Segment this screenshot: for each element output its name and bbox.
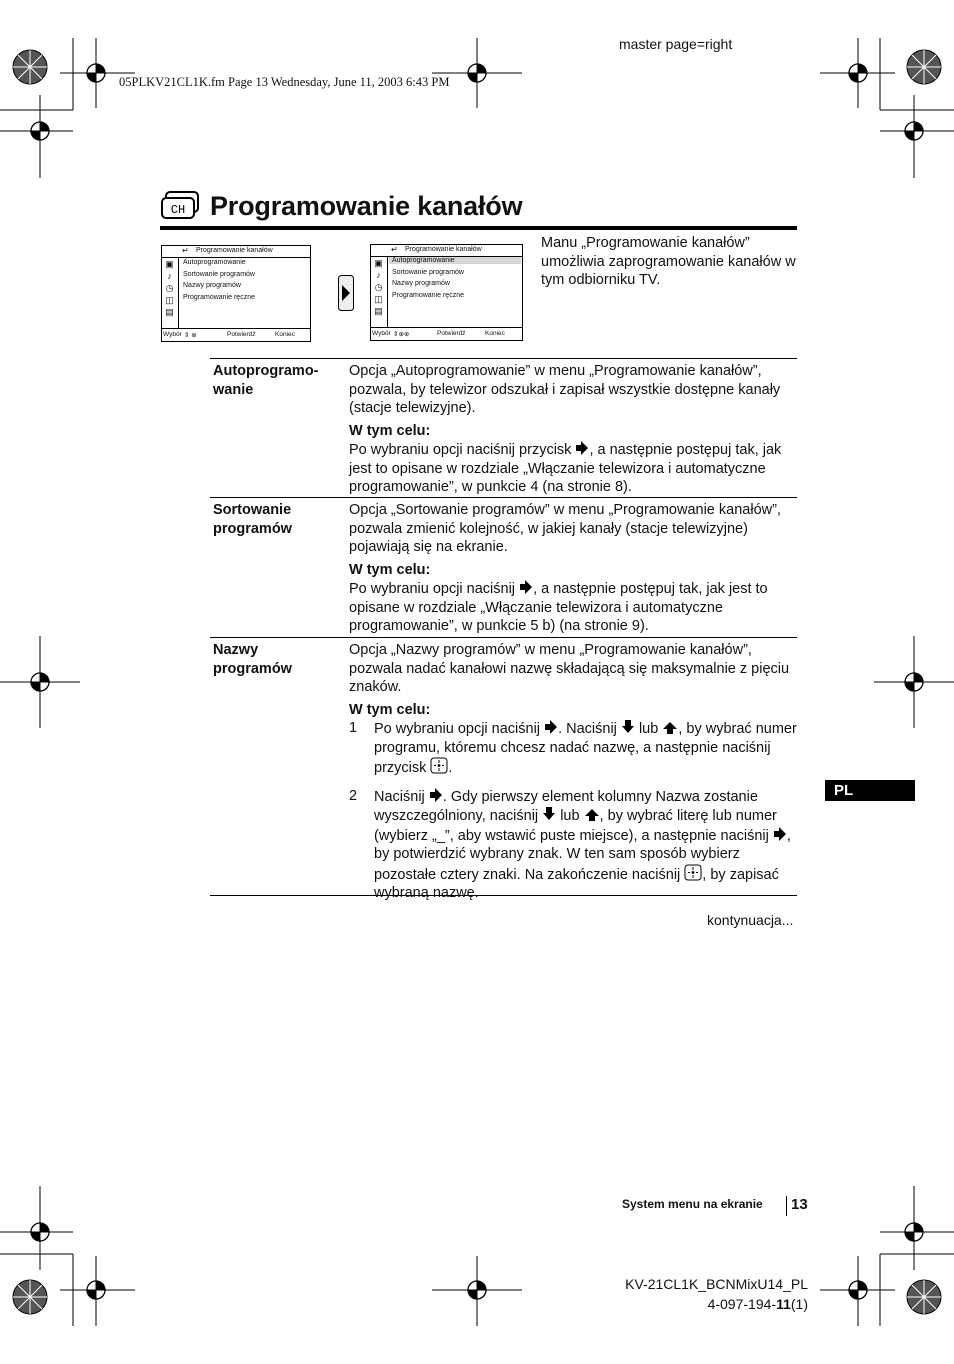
title-rule xyxy=(160,226,797,230)
howto-heading: W tym celu: xyxy=(349,422,431,439)
osd-item-autoprogram: Autoprogramowanie xyxy=(183,259,246,266)
menu-return-icon: ↵ xyxy=(391,245,398,254)
continuation-note: kontynuacja... xyxy=(707,912,794,928)
osd-item-names: Nazwy programów xyxy=(183,282,241,289)
osd-footer xyxy=(371,327,522,340)
channel-icon xyxy=(160,190,200,222)
step-2 xyxy=(349,787,797,903)
part-number: 4-097-194-11(1) xyxy=(707,1296,808,1312)
osd-item-manual: Programowanie ręczne xyxy=(183,294,255,301)
section-autoprogram xyxy=(210,358,797,497)
osd-icon-column xyxy=(162,258,179,328)
up-arrow-icon xyxy=(662,721,678,735)
picture-icon: ▣ xyxy=(374,258,383,268)
down-arrow-icon xyxy=(621,719,635,735)
section-description: Opcja „Autoprogramowanie” w menu „Programowanie kanałów”, pozwala, by telewizor odszukał i zapisał wszystkie dostępne kanały (stacje telewizyjne). xyxy=(349,363,781,416)
osd-footer xyxy=(162,328,310,341)
ok-button-icon xyxy=(430,757,448,774)
sound-icon: ♪ xyxy=(167,271,172,281)
intro-text: Manu „Programowanie kanałów” umożliwia zaprogramowanie kanałów w tym odbiorniku TV. xyxy=(541,235,796,288)
sound-icon: ♪ xyxy=(376,270,381,280)
step-number: 2 xyxy=(349,787,358,804)
right-arrow-icon xyxy=(773,826,787,842)
page-heading xyxy=(160,188,522,224)
section-sort xyxy=(210,497,797,637)
channel-icon: ◫ xyxy=(374,294,383,304)
channel-icon-text: CH xyxy=(170,203,186,217)
osd-footer-exit: Koniec xyxy=(275,331,295,338)
section-label: Nazwy programów xyxy=(213,642,292,677)
right-arrow-icon xyxy=(429,787,443,803)
right-arrow-icon xyxy=(544,719,558,735)
page-title: Programowanie kanałów xyxy=(210,190,523,221)
page-number: 13 xyxy=(791,1196,808,1213)
ok-button-icon xyxy=(684,864,702,881)
model-code: KV-21CL1K_BCNMixU14_PL xyxy=(625,1276,808,1292)
step-1 xyxy=(349,719,797,778)
right-arrow-icon xyxy=(519,579,533,595)
footer-section-name: System menu na ekranie xyxy=(622,1197,763,1211)
howto-text: Po wybraniu opcji naciśnij , a następnie postępuj tak, jak jest to opisane w rozdziale „Włączanie telewizora i automatyczne programowanie”, w punkcie 5 b) (na stronie 9). xyxy=(349,581,768,634)
options-table xyxy=(210,358,797,901)
master-page-note: master page=right xyxy=(619,36,733,52)
language-tab: PL xyxy=(825,780,915,801)
osd-screen-selected xyxy=(370,244,523,341)
setup-icon: ▤ xyxy=(165,307,174,317)
up-arrow-icon xyxy=(584,808,600,822)
osd-title: Programowanie kanałów xyxy=(196,247,273,254)
picture-icon: ▣ xyxy=(165,259,174,269)
osd-footer-exit: Koniec xyxy=(485,330,505,337)
osd-footer-select: Wybór xyxy=(163,331,182,338)
menu-return-icon: ↵ xyxy=(182,246,189,255)
osd-nav-icons: ⇕⊕⊕ xyxy=(393,331,410,338)
osd-item-sort: Sortowanie programów xyxy=(183,271,255,278)
transition-arrow-icon xyxy=(338,275,354,311)
timer-icon: ◷ xyxy=(165,283,174,293)
osd-screen-menu xyxy=(161,245,311,342)
osd-item-names: Nazwy programów xyxy=(392,280,450,287)
section-names xyxy=(210,637,797,901)
file-info-line: 05PLKV21CL1K.fm Page 13 Wednesday, June 11, 2003 6:43 PM xyxy=(119,75,450,89)
osd-item-sort: Sortowanie programów xyxy=(392,269,464,276)
osd-icon-column xyxy=(371,257,388,327)
setup-icon: ▤ xyxy=(374,306,383,316)
osd-footer-confirm: Potwierdź xyxy=(227,331,256,338)
osd-nav-icons: ⇕ ⊕ xyxy=(184,332,197,339)
timer-icon: ◷ xyxy=(374,282,383,292)
down-arrow-icon xyxy=(542,806,556,822)
step-text: Po wybraniu opcji naciśnij . Naciśnij lub , by wybrać numer programu, któremu chcesz nadać nazwę, a następnie naciśnij przycisk . xyxy=(374,721,797,776)
osd-footer-confirm: Potwierdź xyxy=(437,330,466,337)
osd-title: Programowanie kanałów xyxy=(405,246,482,253)
osd-header xyxy=(371,245,522,257)
section-label: Sortowanie programów xyxy=(213,502,292,537)
osd-footer-select: Wybór xyxy=(372,330,391,337)
footer-divider xyxy=(786,1196,787,1216)
howto-text: Po wybraniu opcji naciśnij przycisk , a następnie postępuj tak, jak jest to opisane w rozdziale „Włączanie telewizora i automatyczne programowanie”, w punkcie 4 (na stronie 8). xyxy=(349,442,782,495)
section-description: Opcja „Nazwy programów” w menu „Programowanie kanałów”, pozwala nadać kanałowi nazwę składającą się maksymalnie z pięciu znaków. xyxy=(349,642,790,695)
osd-item-autoprogram: Autoprogramowanie xyxy=(389,257,521,264)
howto-heading: W tym celu: xyxy=(349,701,431,718)
section-description: Opcja „Sortowanie programów” w menu „Programowanie kanałów”, pozwala zmienić kolejność, w jakiej kanały (stacje telewizyjne) pojawiają się na ekranie. xyxy=(349,502,781,555)
right-arrow-icon xyxy=(575,440,589,456)
howto-heading: W tym celu: xyxy=(349,561,431,578)
channel-icon: ◫ xyxy=(165,295,174,305)
osd-item-manual: Programowanie ręczne xyxy=(392,292,464,299)
step-number: 1 xyxy=(349,720,358,736)
section-label: Autoprogramo- wanie xyxy=(213,363,319,398)
osd-header xyxy=(162,246,310,258)
step-text: Naciśnij . Gdy pierwszy element kolumny Nazwa zostanie wyszczególniony, naciśnij lub , by wybrać literę lub numer (wybierz „_”, aby wstawić puste miejsce), a następnie naciśnij , by potwierdzić wybrany znak. W ten sam sposób wybierz pozostałe cztery znaki. Na zakończenie naciśnij , by zapisać wybraną nazwę. xyxy=(374,788,791,901)
